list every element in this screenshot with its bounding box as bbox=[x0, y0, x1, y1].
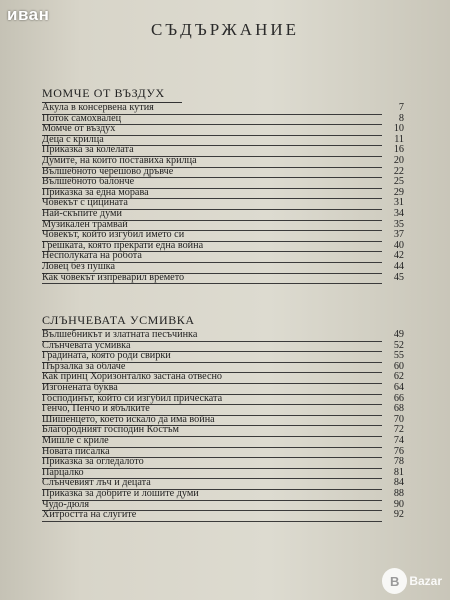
toc-entry bbox=[42, 135, 404, 146]
toc-entry-title: Приказка за добрите и лошите думи bbox=[42, 489, 382, 501]
toc-entry bbox=[42, 103, 404, 114]
toc-entry-title: Как принц Хоризонталко застана отвесно bbox=[42, 372, 382, 384]
toc-entry bbox=[42, 468, 404, 479]
toc-entry-title: Несполуката на робота bbox=[42, 251, 382, 263]
toc-entry-page: 7 bbox=[398, 102, 404, 113]
toc-entry bbox=[42, 251, 404, 262]
bazar-logo-icon: B bbox=[382, 568, 407, 594]
toc-entry bbox=[42, 145, 404, 156]
toc-entry-page: 70 bbox=[393, 413, 404, 425]
toc-entry-title: Приказка за една морава bbox=[42, 188, 382, 200]
toc-entry bbox=[42, 230, 404, 241]
toc-entry-page: 78 bbox=[393, 456, 404, 468]
toc-entry bbox=[42, 341, 404, 352]
toc-entry-title: Господинът, който си изгубил прическата bbox=[42, 394, 382, 406]
toc-list bbox=[42, 330, 404, 521]
toc-entry-title: Грешката, която прекрати една война bbox=[42, 241, 382, 253]
toc-entry-title: Човекът, който изгубил името си bbox=[42, 230, 382, 242]
toc-entry-page: 45 bbox=[393, 271, 404, 283]
toc-entry bbox=[42, 404, 404, 415]
toc-entry-title: Благородният господин Костъм bbox=[42, 425, 382, 437]
toc-entry-title: Човекът с цицината bbox=[42, 198, 382, 210]
toc-entry-page: 62 bbox=[393, 371, 404, 383]
toc-entry-page: 31 bbox=[393, 197, 404, 209]
toc-entry-page: 88 bbox=[393, 487, 404, 499]
section-2 bbox=[42, 311, 404, 521]
toc-entry-title: Слънчевият лъч и децата bbox=[42, 478, 382, 490]
toc-entry-page: 10 bbox=[393, 123, 404, 135]
toc-entry-title: Приказка за колелата bbox=[42, 145, 382, 157]
toc-entry bbox=[42, 198, 404, 209]
toc-entry-title: Хитростта на слугите bbox=[42, 510, 382, 522]
toc-entry-title: Вълшебникът и златната песъчинка bbox=[42, 330, 382, 342]
toc-entry-page: 44 bbox=[393, 260, 404, 272]
section-1 bbox=[42, 84, 404, 283]
toc-entry-title: Генчо, Пенчо и ябълките bbox=[42, 404, 382, 416]
toc-entry-title: Пързалка за облаче bbox=[42, 362, 382, 374]
toc-entry-page: 52 bbox=[393, 339, 404, 351]
toc-entry bbox=[42, 188, 404, 199]
toc-entry-title: Вълшебното балонче bbox=[42, 177, 382, 189]
toc-entry-title: Ловец без пушка bbox=[42, 262, 382, 274]
toc-entry-page: 8 bbox=[398, 112, 404, 124]
toc-entry-title: Вълшебното черешово дръвче bbox=[42, 167, 382, 179]
toc-entry-title: Акула в консервена кутия bbox=[42, 103, 382, 115]
toc-entry-page: 37 bbox=[393, 229, 404, 241]
toc-entry bbox=[42, 262, 404, 273]
toc-entry-page: 90 bbox=[393, 498, 404, 510]
bazar-watermark-text: Bazar bbox=[409, 574, 442, 588]
toc-list bbox=[42, 103, 404, 283]
toc-entry bbox=[42, 220, 404, 231]
toc-entry-page: 29 bbox=[393, 186, 404, 198]
toc-entry-page: 92 bbox=[393, 509, 404, 521]
toc-entry-title: Момче от въздух bbox=[42, 124, 382, 136]
toc-entry bbox=[42, 362, 404, 373]
toc-entry-page: 72 bbox=[393, 424, 404, 436]
toc-entry-title: Шишенцето, което искало да има война bbox=[42, 415, 382, 427]
toc-entry-page: 22 bbox=[393, 165, 404, 177]
toc-entry-title: Мишле с криле bbox=[42, 436, 382, 448]
toc-entry bbox=[42, 330, 404, 341]
section-title: МОМЧЕ ОТ ВЪЗДУХ bbox=[42, 86, 182, 103]
toc-entry bbox=[42, 351, 404, 362]
toc-entry bbox=[42, 436, 404, 447]
toc-entry bbox=[42, 114, 404, 125]
toc-entry-page: 81 bbox=[393, 466, 404, 478]
toc-entry-title: Новата писалка bbox=[42, 447, 382, 459]
toc-entry-title: Най-скъпите думи bbox=[42, 209, 382, 221]
section-title: СЛЪНЧЕВАТА УСМИВКА bbox=[42, 313, 182, 330]
toc-entry-title: Поток самохвалец bbox=[42, 114, 382, 126]
toc-entry-title: Деца с крилца bbox=[42, 135, 382, 147]
bazar-watermark bbox=[382, 568, 442, 594]
toc-entry bbox=[42, 510, 404, 521]
toc-entry-page: 64 bbox=[393, 381, 404, 393]
toc-entry-page: 34 bbox=[393, 207, 404, 219]
toc-entry-page: 42 bbox=[393, 250, 404, 262]
toc-entry bbox=[42, 447, 404, 458]
toc-entry-page: 55 bbox=[393, 350, 404, 362]
toc-entry bbox=[42, 425, 404, 436]
toc-entry-title: Как човекът изпреварил времето bbox=[42, 273, 382, 285]
toc-entry-page: 35 bbox=[393, 218, 404, 230]
toc-entry-title: Градината, която роди свирки bbox=[42, 351, 382, 363]
toc-entry bbox=[42, 489, 404, 500]
toc-entry bbox=[42, 478, 404, 489]
toc-entry bbox=[42, 167, 404, 178]
toc-entry bbox=[42, 124, 404, 135]
toc-entry-title: Парцалко bbox=[42, 468, 382, 480]
toc-entry bbox=[42, 156, 404, 167]
toc-entry-title: Музикален трамвай bbox=[42, 220, 382, 232]
toc-entry bbox=[42, 177, 404, 188]
toc-entry-page: 84 bbox=[393, 477, 404, 489]
toc-entry bbox=[42, 241, 404, 252]
page-title: СЪДЪРЖАНИЕ bbox=[150, 20, 300, 39]
toc-entry-page: 60 bbox=[393, 360, 404, 372]
toc-entry-page: 20 bbox=[393, 154, 404, 166]
toc-entry-page: 66 bbox=[393, 392, 404, 404]
toc-entry-page: 16 bbox=[393, 144, 404, 156]
toc-entry-page: 74 bbox=[393, 434, 404, 446]
toc-entry-title: Чудо-дюля bbox=[42, 500, 382, 512]
toc-entry-title: Слънчевата усмивка bbox=[42, 341, 382, 353]
toc-entry-page: 76 bbox=[393, 445, 404, 457]
toc-entry bbox=[42, 457, 404, 468]
toc-entry-title: Думите, на които поставиха крилца bbox=[42, 156, 382, 168]
toc-entry bbox=[42, 273, 404, 284]
toc-entry-page: 11 bbox=[394, 133, 404, 145]
watermark-username: иван bbox=[7, 5, 50, 24]
toc-entry-page: 25 bbox=[393, 176, 404, 188]
toc-entry bbox=[42, 500, 404, 511]
toc-entry bbox=[42, 372, 404, 383]
toc-entry bbox=[42, 415, 404, 426]
toc-entry bbox=[42, 394, 404, 405]
toc-entry-title: Приказка за огледалото bbox=[42, 457, 382, 469]
toc-entry-page: 40 bbox=[393, 239, 404, 251]
toc-entry bbox=[42, 209, 404, 220]
toc-entry-title: Изгонената буква bbox=[42, 383, 382, 395]
toc-entry-page: 49 bbox=[393, 329, 404, 340]
toc-entry-page: 68 bbox=[393, 403, 404, 415]
toc-entry bbox=[42, 383, 404, 394]
